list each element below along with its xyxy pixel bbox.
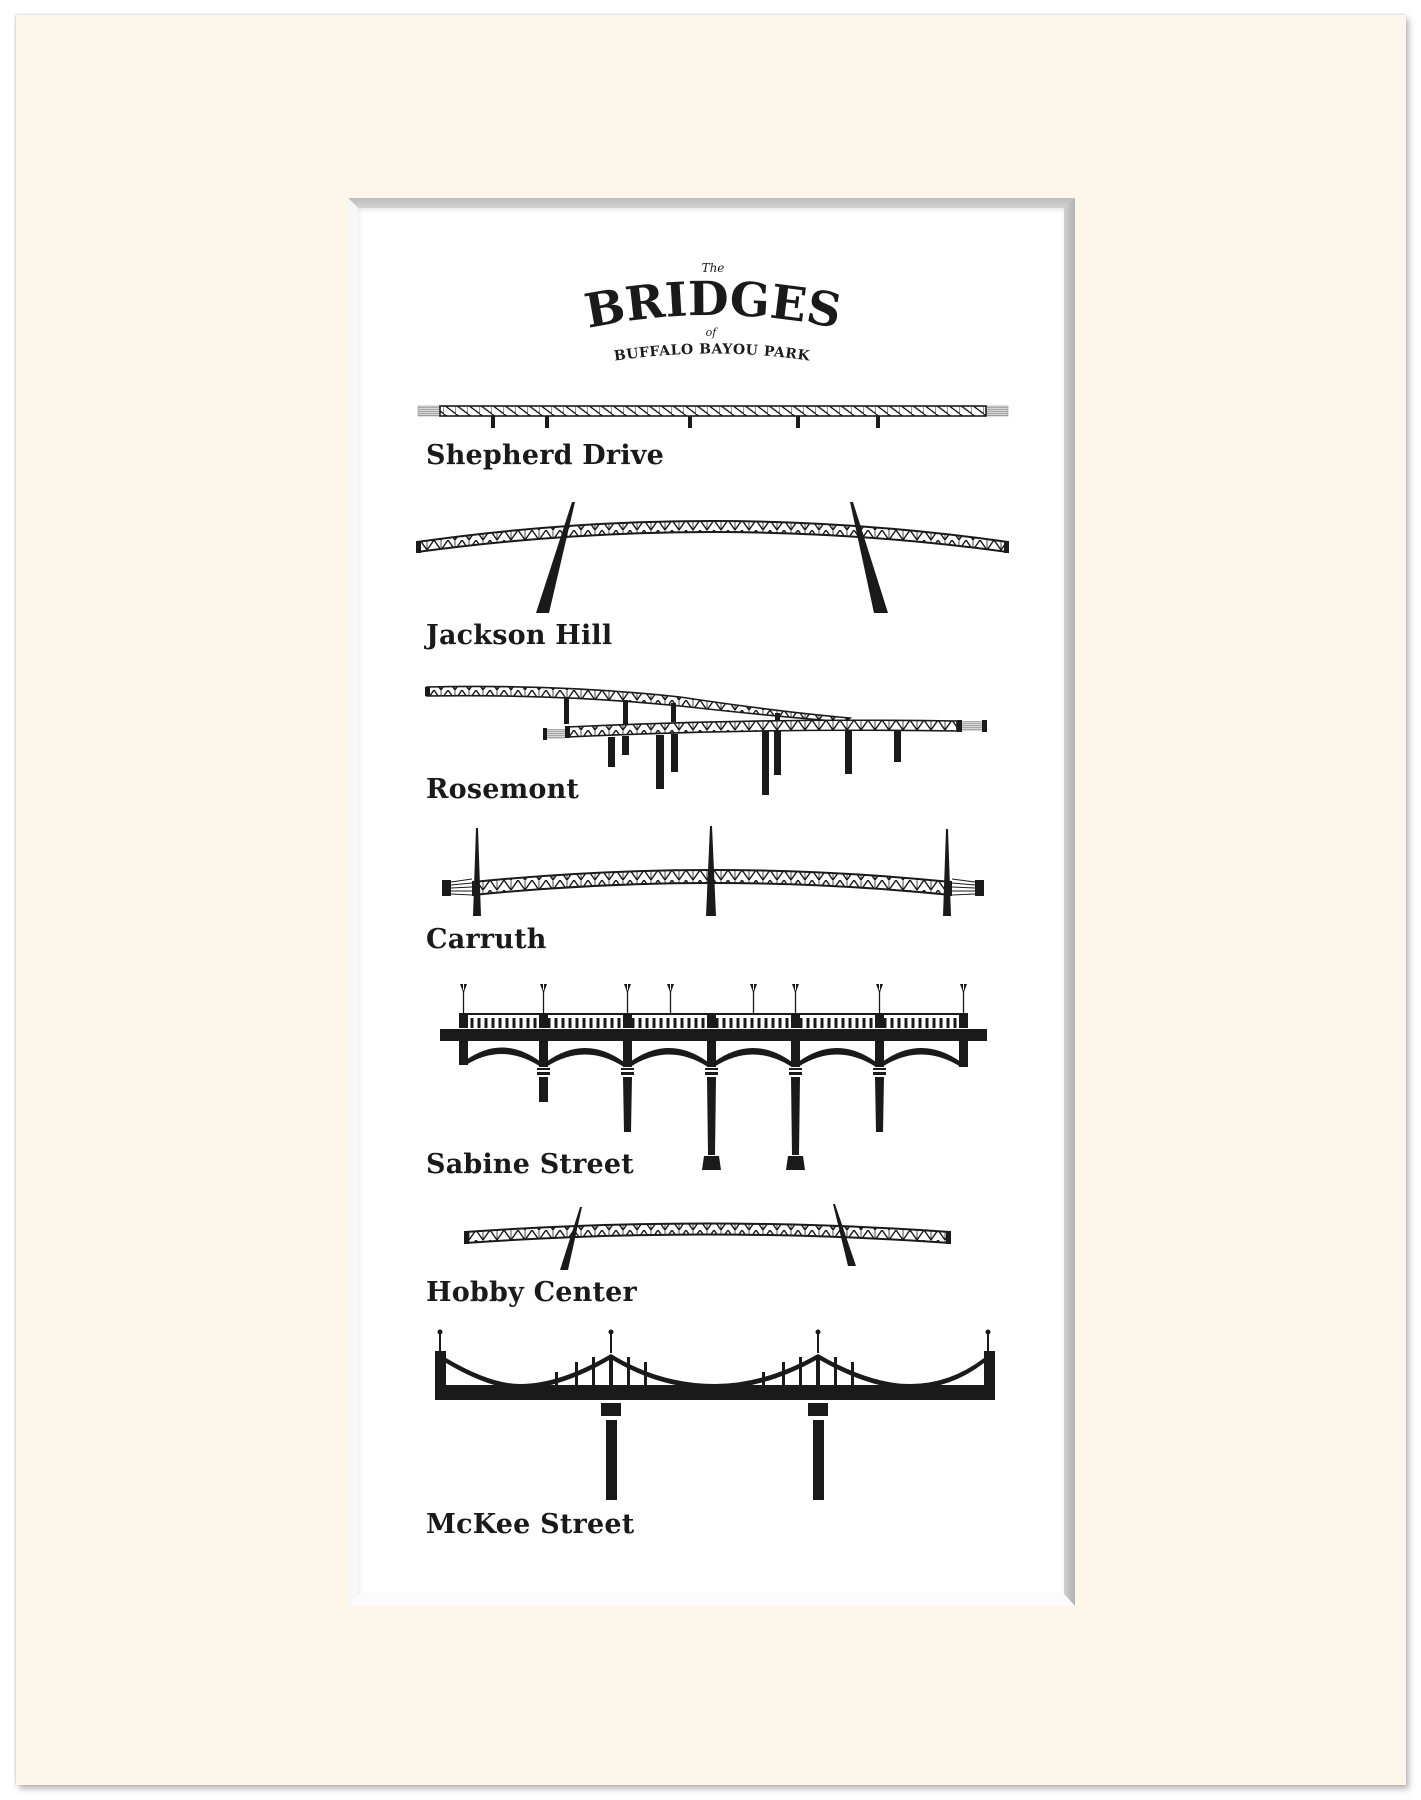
subtitle-container (613, 341, 811, 364)
lamp-post (667, 984, 674, 1014)
stone-arch-bridge-icon (440, 984, 987, 1170)
lamp-post (539, 984, 548, 1028)
bridge-label-rosemont: Rosemont (426, 774, 580, 805)
lamp-post (623, 984, 632, 1028)
lamp-post (707, 1013, 716, 1028)
lamp-post (959, 984, 968, 1028)
bridge-label-jackson-hill: Jackson Hill (426, 620, 613, 651)
arched-truss-bridge-icon (416, 502, 1009, 613)
lamp-post (750, 984, 757, 1014)
arched-truss-bridge-icon (464, 1204, 951, 1270)
lamp-post (875, 984, 884, 1028)
bridge-label-sabine-street: Sabine Street (426, 1149, 634, 1180)
title-connector: of (705, 326, 717, 339)
cable-stay-truss-bridge-icon (442, 826, 984, 916)
truss-bridge-icon (418, 406, 1008, 428)
title-prefix: The (701, 261, 725, 275)
wave-arch-bridge-icon (435, 1330, 995, 1501)
title-subtitle: BUFFALO BAYOU PARK (613, 341, 812, 365)
bridge-label-shepherd-drive: Shepherd Drive (426, 440, 665, 471)
poster-title (580, 261, 846, 365)
lamp-post (459, 984, 468, 1028)
bridge-label-hobby-center: Hobby Center (426, 1277, 637, 1308)
title-main: BRIDGES (580, 271, 846, 340)
lamp-post (791, 984, 800, 1028)
bridge-label-mckee-street: McKee Street (426, 1509, 635, 1540)
bridge-label-carruth: Carruth (426, 924, 547, 955)
